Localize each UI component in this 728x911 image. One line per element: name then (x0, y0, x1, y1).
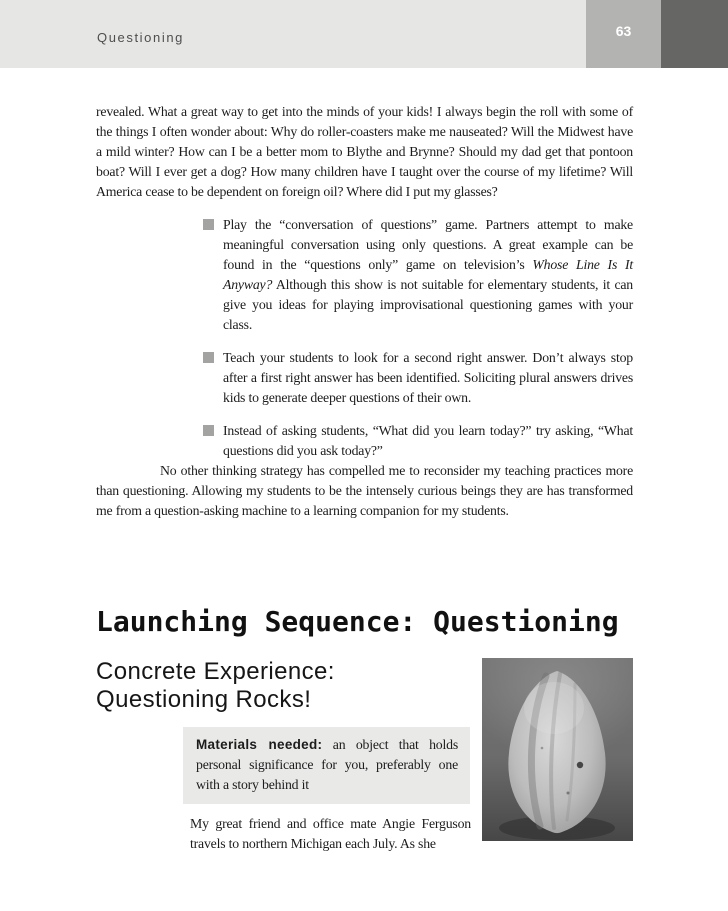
materials-needed-box (183, 727, 470, 804)
show-title-italic: Whose Line Is It Anyway? (223, 257, 633, 292)
header-accent-block (661, 0, 728, 68)
bullet-square-icon (203, 352, 214, 363)
bullet-square-icon (203, 425, 214, 436)
bullet-item-second-right-answer (203, 348, 633, 408)
section-heading: Launching Sequence: Questioning (96, 605, 619, 638)
rock-photo-image (482, 658, 633, 841)
bullet-text: Teach your students to look for a second right answer. Don’t always stop after a first right answer has been identified. Soliciting plural answers drives kids to generate deeper questions of their own. (223, 350, 633, 405)
upper-text-column (96, 102, 633, 521)
page-number: 63 (615, 23, 632, 39)
materials-text: an object that holds personal significance for you, preferably one with a story behind it (196, 737, 458, 792)
bullet-text: Instead of asking students, “What did you learn today?” try asking, “What questions did you ask today?” (223, 423, 633, 458)
rock-photo (482, 658, 633, 841)
page-header (0, 0, 728, 68)
materials-label: Materials needed: (196, 737, 323, 752)
bullet-item-what-questions (203, 421, 633, 461)
intro-paragraph: revealed. What a great way to get into the minds of your kids! I always begin the roll with some of the things I often wonder about: Why do roller-coasters make me nauseated? Will the Midwest have a mild winter? How can I be a better mom to Blythe and Brynne? Should my dad get that pontoon boat? Will I ever get a dog? How many children have I taught over the course of my lifetime? Will America cease to be dependent on foreign oil? Where did I put my glasses? (96, 104, 633, 199)
closing-paragraph: No other thinking strategy has compelled me to reconsider my teaching practices more than questioning. Allowing my students to be the intensely curious beings they are has transformed me from a question-asking machine to a learning companion for my students. (96, 463, 633, 518)
bullet-item-conversation-game (203, 215, 633, 335)
subsection-heading-line1: Concrete Experience: (96, 658, 335, 685)
running-title: Questioning (97, 30, 184, 45)
bullet-list (203, 215, 633, 461)
bullet-text: Play the “conversation of questions” game. Partners attempt to make meaningful conversation using only questions. A great example can be found in the “questions only” game on television’s Whose Line Is It Anyway? Although this show is not suitable for elementary students, it can give you ideas for playing improvisational questioning games with your class. (223, 217, 633, 332)
lower-section (96, 604, 633, 854)
body-paragraph: My great friend and office mate Angie Ferguson travels to northern Michigan each July. As she (190, 816, 471, 851)
bullet-square-icon (203, 219, 214, 230)
subsection-heading-line2: Questioning Rocks! (96, 686, 312, 713)
page-number-block (586, 0, 661, 68)
